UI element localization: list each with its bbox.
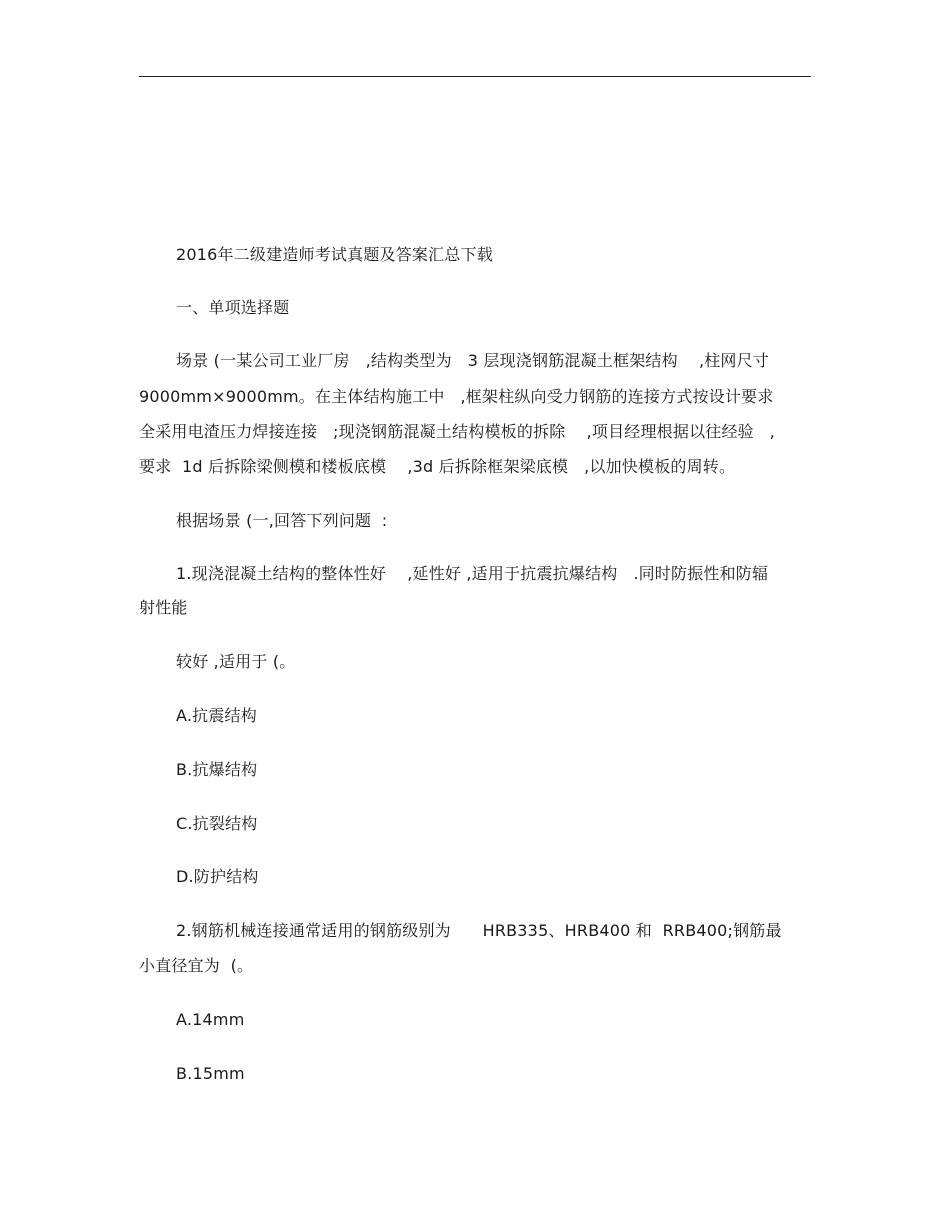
document-title: 2016年二级建造师考试真题及答案汇总下载 (176, 245, 493, 264)
question-1-text: 射性能 (139, 598, 188, 617)
question-1-option-c: C.抗裂结构 (176, 814, 258, 833)
question-1-option-b: B.抗爆结构 (176, 760, 258, 779)
scenario-line: 全采用电渣压力焊接连接 ;现浇钢筋混凝土结构模板的拆除 ,项目经理根据以往经验 , (139, 422, 776, 441)
question-1-continuation: 较好 ,适用于 (。 (176, 652, 296, 671)
section-heading: 一、单项选择题 (176, 298, 290, 317)
question-2-option-a: A.14mm (176, 1010, 245, 1029)
header-rule (139, 76, 811, 77)
question-prompt: 根据场景 (一,回答下列问题 : (176, 511, 388, 530)
question-1-text: 1.现浇混凝土结构的整体性好 ,延性好 ,适用于抗震抗爆结构 .同时防振性和防辐 (176, 564, 769, 583)
scenario-line: 9000mm×9000mm。在主体结构施工中 ,框架柱纵向受力钢筋的连接方式按设计要求 (139, 387, 774, 406)
question-1-option-a: A.抗震结构 (176, 706, 257, 725)
scenario-line: 要求 1d 后拆除梁侧模和楼板底模 ,3d 后拆除框架梁底模 ,以加快模板的周转。 (139, 457, 736, 476)
question-2-option-b: B.15mm (176, 1064, 245, 1083)
scenario-line: 场景 (一某公司工业厂房 ,结构类型为 3 层现浇钢筋混凝土框架结构 ,柱网尺寸 (176, 351, 770, 370)
question-1-option-d: D.防护结构 (176, 867, 259, 886)
question-2-text: 2.钢筋机械连接通常适用的钢筋级别为 HRB335、HRB400 和 RRB400;钢筋最 (176, 921, 782, 940)
question-2-text: 小直径宜为 (。 (139, 956, 254, 975)
